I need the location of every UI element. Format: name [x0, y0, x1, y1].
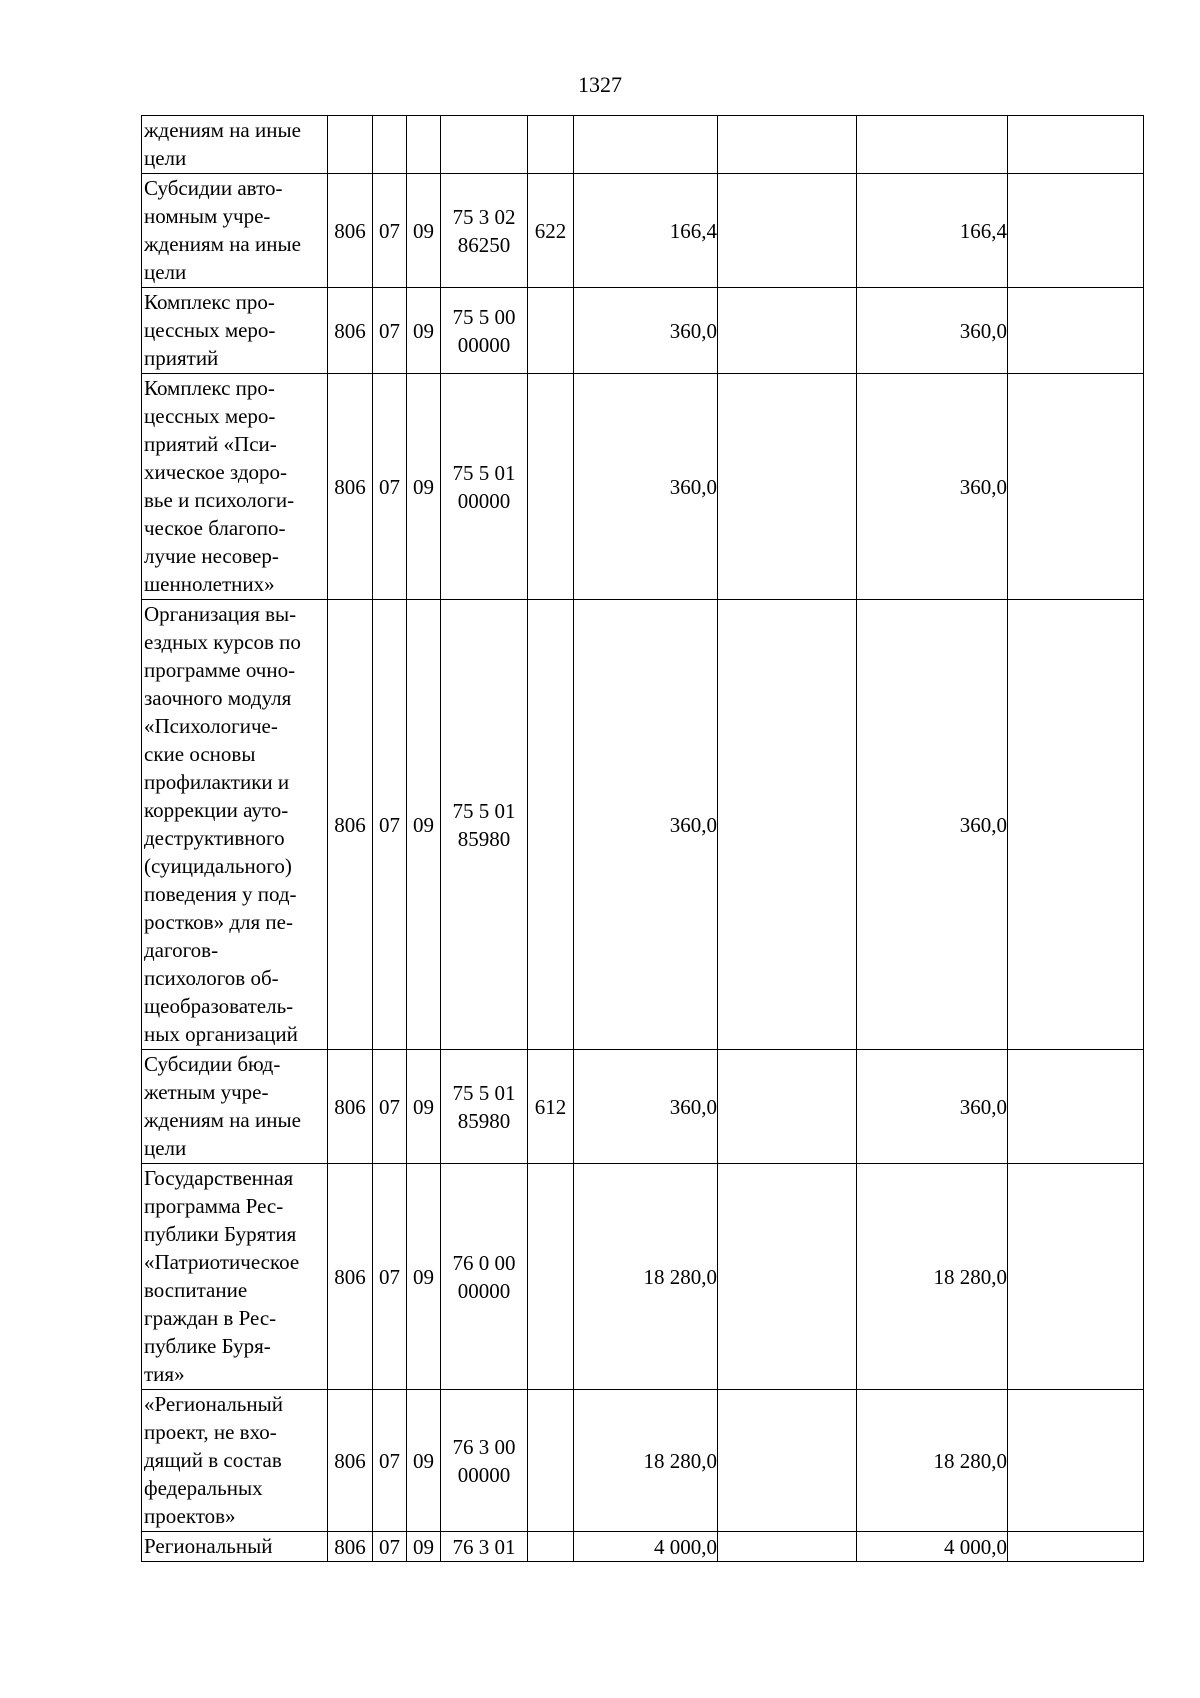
target-article-code: 75 5 00 00000 [441, 288, 528, 374]
amount-col-1: 360,0 [574, 1050, 718, 1164]
amount-col-2 [718, 1164, 857, 1390]
target-article-code: 75 3 02 86250 [441, 174, 528, 288]
target-article-code: 75 5 01 00000 [441, 374, 528, 600]
target-article-code: 75 5 01 85980 [441, 600, 528, 1050]
amount-col-4 [1008, 1532, 1144, 1562]
amount-col-3: 4 000,0 [857, 1532, 1008, 1562]
subsection-code: 09 [407, 1164, 441, 1390]
table-row [142, 1164, 1144, 1390]
row-name: Региональный [142, 1532, 328, 1562]
amount-col-1: 360,0 [574, 374, 718, 600]
target-article-code: 76 3 00 00000 [441, 1390, 528, 1532]
section-code: 07 [373, 374, 407, 600]
row-name: Государственная программа Рес- публики Бурятия «Патриотическое воспитание граждан в Рес- публике Буря- тия» [142, 1164, 328, 1390]
expense-type-code [528, 374, 574, 600]
grbs-code: 806 [328, 1532, 373, 1562]
subsection-code: 09 [407, 1532, 441, 1562]
row-name: Субсидии авто- номным учре- ждениям на иные цели [142, 174, 328, 288]
table-row [142, 1532, 1144, 1562]
expense-type-code [528, 600, 574, 1050]
grbs-code: 806 [328, 288, 373, 374]
amount-col-4 [1008, 288, 1144, 374]
row-name: Организация вы- ездных курсов по программе очно- заочного модуля «Психологиче- ские основы профилактики и коррекции ауто- деструктивного (суицидального) поведения у под- ростков» для пе- дагогов- психологов об- щеобразователь- ных организаций [142, 600, 328, 1050]
grbs-code: 806 [328, 174, 373, 288]
subsection-code: 09 [407, 600, 441, 1050]
grbs-code: 806 [328, 374, 373, 600]
amount-col-1: 360,0 [574, 600, 718, 1050]
grbs-code: 806 [328, 600, 373, 1050]
subsection-code: 09 [407, 288, 441, 374]
amount-col-3 [857, 116, 1008, 174]
row-name: «Региональный проект, не вхо- дящий в состав федеральных проектов» [142, 1390, 328, 1532]
table-body [142, 116, 1144, 1562]
expense-type-code [528, 288, 574, 374]
page-number: 1327 [578, 72, 622, 97]
table-row [142, 116, 1144, 174]
expense-type-code [528, 116, 574, 174]
amount-col-3: 360,0 [857, 600, 1008, 1050]
row-name: Субсидии бюд- жетным учре- ждениям на иные цели [142, 1050, 328, 1164]
table-row [142, 600, 1144, 1050]
section-code: 07 [373, 1050, 407, 1164]
table-row [142, 1390, 1144, 1532]
section-code: 07 [373, 174, 407, 288]
amount-col-2 [718, 116, 857, 174]
grbs-code: 806 [328, 1390, 373, 1532]
section-code: 07 [373, 1532, 407, 1562]
amount-col-1: 360,0 [574, 288, 718, 374]
subsection-code: 09 [407, 374, 441, 600]
target-article-code: 76 0 00 00000 [441, 1164, 528, 1390]
target-article-code [441, 116, 528, 174]
amount-col-2 [718, 1390, 857, 1532]
expense-type-code [528, 1390, 574, 1532]
amount-col-3: 166,4 [857, 174, 1008, 288]
grbs-code [328, 116, 373, 174]
subsection-code [407, 116, 441, 174]
amount-col-2 [718, 174, 857, 288]
table-row [142, 1050, 1144, 1164]
expense-type-code: 622 [528, 174, 574, 288]
section-code [373, 116, 407, 174]
table-row [142, 288, 1144, 374]
row-name: Комплекс про- цессных меро- приятий «Пси- хическое здоро- вье и психологи- ческое благопо- лучие несовер- шеннолетних» [142, 374, 328, 600]
amount-col-3: 18 280,0 [857, 1390, 1008, 1532]
amount-col-1: 166,4 [574, 174, 718, 288]
amount-col-2 [718, 1532, 857, 1562]
amount-col-4 [1008, 1164, 1144, 1390]
amount-col-4 [1008, 1390, 1144, 1532]
target-article-code: 75 5 01 85980 [441, 1050, 528, 1164]
grbs-code: 806 [328, 1050, 373, 1164]
amount-col-1: 4 000,0 [574, 1532, 718, 1562]
amount-col-2 [718, 288, 857, 374]
amount-col-2 [718, 374, 857, 600]
amount-col-4 [1008, 1050, 1144, 1164]
amount-col-3: 360,0 [857, 288, 1008, 374]
expense-type-code [528, 1164, 574, 1390]
amount-col-4 [1008, 116, 1144, 174]
amount-col-2 [718, 600, 857, 1050]
amount-col-1 [574, 116, 718, 174]
amount-col-3: 360,0 [857, 1050, 1008, 1164]
expense-type-code: 612 [528, 1050, 574, 1164]
grbs-code: 806 [328, 1164, 373, 1390]
section-code: 07 [373, 1390, 407, 1532]
amount-col-2 [718, 1050, 857, 1164]
budget-table [141, 115, 1144, 1562]
amount-col-4 [1008, 374, 1144, 600]
section-code: 07 [373, 600, 407, 1050]
subsection-code: 09 [407, 174, 441, 288]
amount-col-1: 18 280,0 [574, 1390, 718, 1532]
section-code: 07 [373, 1164, 407, 1390]
target-article-code: 76 3 01 [441, 1532, 528, 1562]
amount-col-3: 360,0 [857, 374, 1008, 600]
table-row [142, 174, 1144, 288]
amount-col-4 [1008, 174, 1144, 288]
table-row [142, 374, 1144, 600]
amount-col-3: 18 280,0 [857, 1164, 1008, 1390]
amount-col-1: 18 280,0 [574, 1164, 718, 1390]
row-name: Комплекс про- цессных меро- приятий [142, 288, 328, 374]
subsection-code: 09 [407, 1390, 441, 1532]
section-code: 07 [373, 288, 407, 374]
subsection-code: 09 [407, 1050, 441, 1164]
expense-type-code [528, 1532, 574, 1562]
amount-col-4 [1008, 600, 1144, 1050]
row-name: ждениям на иные цели [142, 116, 328, 174]
